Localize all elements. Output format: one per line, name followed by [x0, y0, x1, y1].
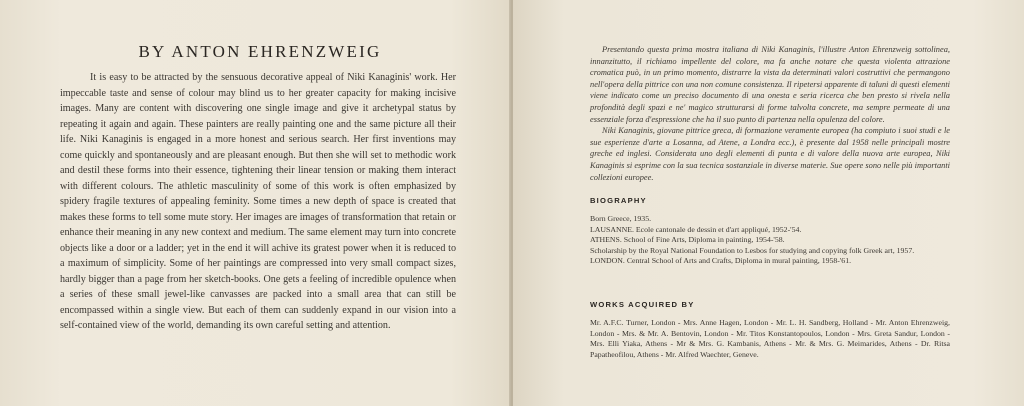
biography-item: Born Greece, 1935.	[590, 214, 652, 223]
right-page	[513, 0, 1024, 406]
biography-item: ATHENS. School of Fine Arts, Diploma in painting, 1954-'58.	[590, 235, 785, 245]
works-acquired-text: Mr. A.F.C. Turner, London - Mrs. Anne Hagen, London - Mr. L. H. Sandberg, Holland - Mr. Anton Ehrenzweig, London - Mrs. & Mr. A. Bentovin, London - Mr. Titos Konstantopoulos, London - Mrs. Greta Sandur, London - Mrs. Elli Yiaka, Athens - Mr & Mrs. G. Kambanis, Athens - Mr. & Mrs. G. Meimarides, Athens - Dr. Ritsa Papatheofilou, Athens - Mr. Alfred Waechter, Geneve.	[590, 318, 950, 359]
biography-list	[590, 214, 950, 267]
essay-title: BY ANTON EHRENZWEIG	[138, 42, 382, 61]
italian-paragraph-2: Niki Kanaginis, giovane pittrice greca, di formazione veramente europea (ha compiuto i suoi studi e le sue esperienze d'arte a Losanna, ad Atene, a Londra ecc.), è presente dal 1958 nelle principali mostre greche ed inglesi. Considerata uno degli elementi di punta e di valore della nuova arte europea, Niki Kanaginis si esprime con la sua tecnica sostanziale in diverse materie. Sue opere sono nelle più importanti collezioni europee.	[590, 126, 950, 182]
biography-item: LAUSANNE. Ecole cantonale de dessin et d'art appliqué, 1952-'54.	[590, 224, 802, 234]
left-page	[0, 0, 511, 406]
biography-item: Scholarship by the Royal National Foundation to Lesbos for studying and copying folk Greek art, 1957.	[590, 245, 915, 255]
essay-text: It is easy to be attracted by the sensuous decorative appeal of Niki Kanaginis' work. Her impeccable taste and sense of colour may blind us to her greater capacity for making incisive images. Many are content with discovering one single image and give it archetypal status by repeating it again and again. These painters are really painting one and the same picture all their life. Niki Kanaginis is engaged in a more honest and serious search. Her first inventions may come quickly and spontaneously and are pleasant enough. But then she will set to methodic work and destil these forms into their essence, tightening their linear tension or making them interact with different colours. The athletic masculinity of some of this work is often emphasized by spidery fragile textures of appealing feminity. Some times a new depth of space is created that makes these forms to tell some mute story. Her images are images of transformation that retain or enhance their meaning in any new context and medium. The same element may turn into concrete objects like a door or a ladder; yet in the end it will achive its gratest power when it is reduced to a maximum of simplicity. Some of her paintings are compressed into very small compact sizes, hardly bigger than a page from her sketch-books. One gets a feeling of incredible opulence when a series of these small jewel-like canvasses are packed into a small area that can still be encompassed within a single view. But each of them can suddenly expand in our vision into a self-contained view of the world, demanding its own careful setting and attention.	[60, 72, 456, 331]
italian-paragraph-1: Presentando questa prima mostra italiana di Niki Kanaginis, l'illustre Anton Ehrenzweig sottolinea, innanzitutto, il richiamo impellente del colore, ma fa anche notare che questa violenta attrazione cromatica può, in un primo momento, distrarre la vista da determinati valori costruttivi che permangono nell'opera della pittrice con una non comune consistenza. Il ripetersi apparente di taluni di questi elementi viene indicato come un preciso documento di una onesta e seria ricerca che ben presto si rivela nella profondità degli spazi e ne' magico strutturarsi di forme talvolta concrete, ma sempre permeate di una essenziale forza d'espressione che ha il suo punto di partenza nella opulenza del colore.	[590, 45, 950, 124]
biography-heading: BIOGRAPHY	[590, 196, 647, 205]
italian-introduction	[590, 44, 950, 183]
biography-item: LONDON. Central School of Arts and Crafts, Diploma in mural painting, 1958-'61.	[590, 256, 852, 266]
works-acquired-heading: WORKS ACQUIRED BY	[590, 300, 695, 309]
